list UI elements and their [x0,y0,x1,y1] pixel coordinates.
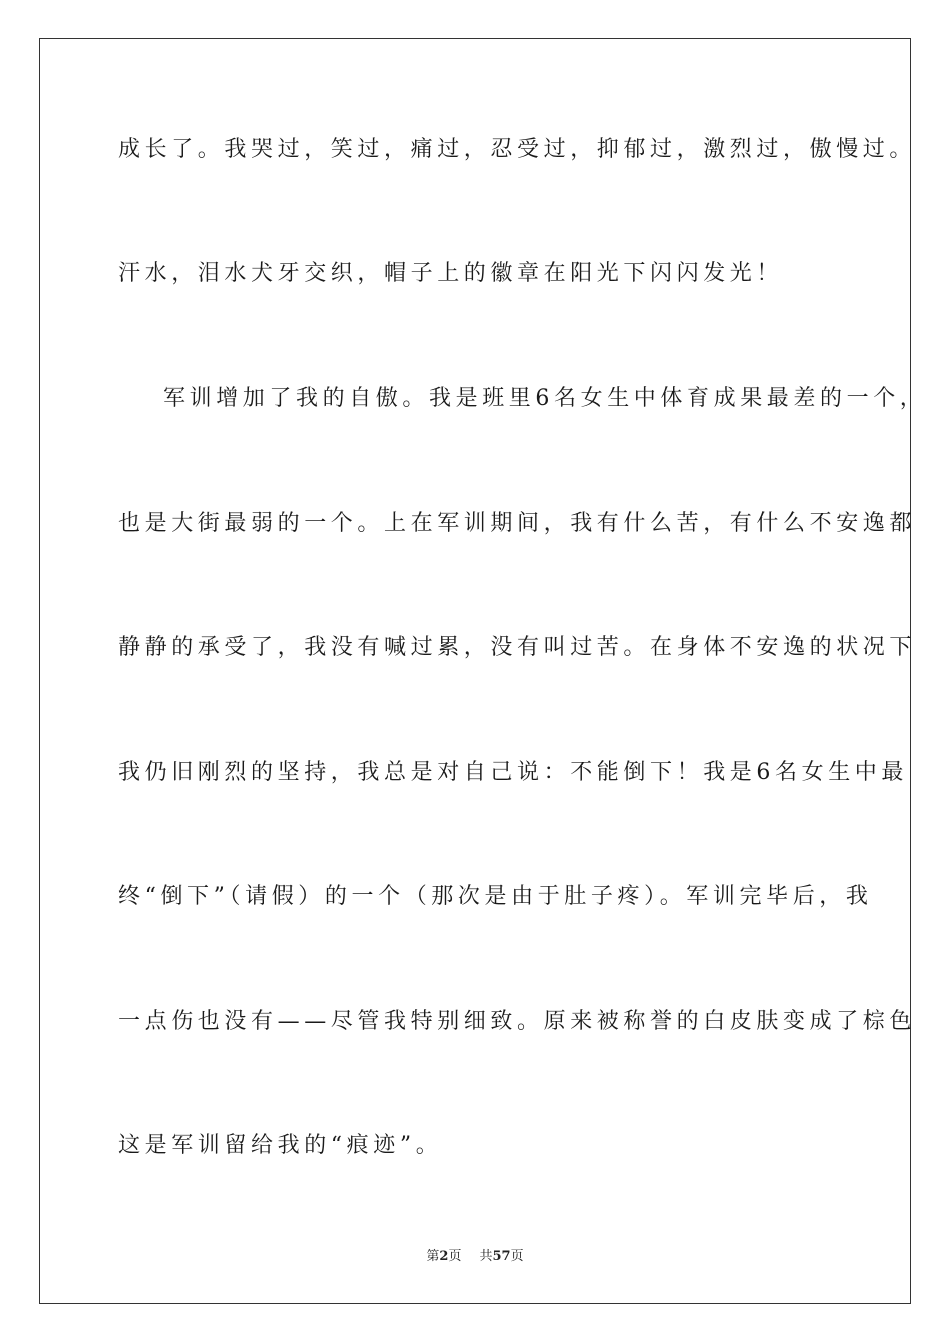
body-line-3: 军训增加了我的自傲。我是班里6名女生中体育成果最差的一个， [163,386,927,411]
footer-total-prefix: 共 [479,1249,493,1264]
body-line-6: 我仍旧刚烈的坚持，我总是对自己说：不能倒下！我是6名女生中最 [118,760,908,785]
body-line-8: 一点伤也没有——尽管我特别细致。原来被称誉的白皮肤变成了棕色 [118,1009,917,1034]
body-line-9: 这是军训留给我的“痕迹”。 [118,1133,443,1158]
page-border [39,38,911,1304]
body-line-2: 汗水，泪水犬牙交织，帽子上的徽章在阳光下闪闪发光！ [118,261,784,286]
body-line-4: 也是大街最弱的一个。上在军训期间，我有什么苦，有什么不安逸都 [118,511,917,536]
body-line-1: 成长了。我哭过，笑过，痛过，忍受过，抑郁过，激烈过，傲慢过。 [118,137,917,162]
footer-total-suffix: 页 [510,1249,524,1264]
footer-total-pages: 57 [492,1249,511,1264]
footer-page-suffix: 页 [448,1249,462,1264]
page-footer [0,1248,950,1266]
footer-page-prefix: 第 [426,1249,440,1264]
body-line-5: 静静的承受了，我没有喊过累，没有叫过苦。在身体不安逸的状况下 [118,635,917,660]
footer-page-number: 2 [439,1249,449,1264]
body-line-7: 终“倒下”（请假）的一个（那次是由于肚子疼）。军训完毕后，我 [118,884,873,909]
